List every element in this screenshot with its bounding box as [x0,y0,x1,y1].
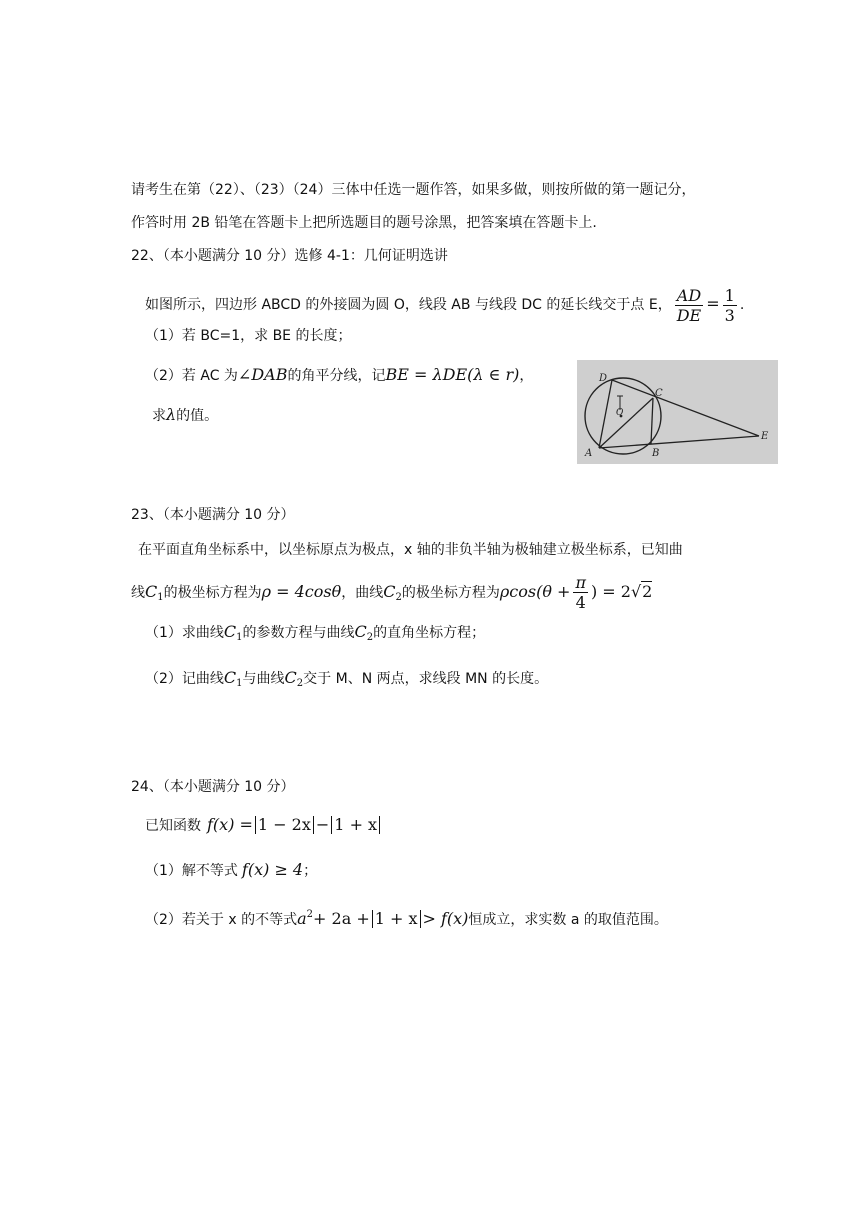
q24-fx: f(x) = [207,815,253,834]
q22-formula: BE = λDE(λ ∈ r) [385,365,520,384]
q24-part2-sup: 2 [306,909,314,920]
q24-line-1 [145,815,382,836]
q23-part1 [145,622,485,648]
q22-geometry-figure [577,360,778,464]
q23-part2-c2-letter: C [284,668,297,687]
q22-part2-ask [152,405,218,426]
q23-c2-sub: 2 [395,592,402,603]
label-b: B [652,448,660,459]
q22-angle: ∠DAB [237,365,288,384]
q23-part2-c2-sub: 2 [296,678,304,689]
q23-part2 [145,668,548,694]
q24-part1 [145,860,317,881]
label-c: C [655,388,663,399]
q23-part1-c1-letter: C [223,622,237,641]
q23-part2-c2 [285,668,304,687]
q22-ratio-fraction [675,286,704,325]
q24-part2-abs: 1 + x [374,909,418,928]
q22-lambda: λ [166,405,177,424]
q24-part2-a: a [297,909,307,928]
q24-part2-text-a: （2）若关于 x 的不等式 [145,912,298,928]
q23-part1-c2-sub: 2 [366,632,374,643]
q24-abs-1: 1 − 2x [257,815,311,834]
q23-part1-c1 [224,622,243,641]
q22-ratio-eq: = [706,294,720,313]
q23-four: 4 [575,593,586,612]
q24-minus: − [315,815,330,834]
q22-part2-text-c: ， [519,368,534,384]
label-o: O [616,408,624,418]
q23-part1-text-c: 的直角坐标方程； [373,625,486,641]
q24-part2-plus-2a: + 2a + [313,909,370,928]
q24-part1-eq: f(x) ≥ 4 [241,860,304,879]
q23-pi: π [575,573,586,592]
q24-function [207,815,382,834]
q23-part2-c1-letter: C [223,668,237,687]
q22-ratio-value-num: 1 [724,285,735,305]
q22-stem [145,285,744,325]
label-e: E [761,431,769,442]
q23-part2-text-b: 与曲线 [242,671,285,687]
q23-c2 [383,582,402,601]
q22-part2-text-a: （2）若 AC 为 [145,368,238,384]
q23-line2-text-a: 线 [131,585,145,601]
q22-ask-text-a: 求 [152,408,166,424]
q22-ratio-den: DE [676,305,702,325]
q23-c1-sub: 1 [157,592,164,603]
q23-line2-text-b: 的极坐标方程为 [163,585,262,601]
q24-line1-text: 已知函数 [145,818,201,834]
q23-line-2 [131,573,652,617]
q23-part1-text-a: （1）求曲线 [145,625,224,641]
intro-line-2: 作答时用 2B 铅笔在答题卡上把所选题目的题号涂黑，把答案填在答题卡上. [131,215,597,231]
q23-eq2-part-b: ) = 2 [590,582,631,601]
q24-header: 24、（本小题满分 10 分） [131,779,295,795]
q23-line2-text-c: ，曲线 [341,585,384,601]
q23-part1-c2 [355,622,374,641]
q23-eq2: ρcos(θ + $\frac{\pi}{4}$ ) = 2√2 [499,573,653,612]
q24-part2-text-b: 恒成立，求实数 a 的取值范围。 [468,912,668,928]
q23-part1-c1-sub: 1 [236,632,243,643]
q22-ratio-end: . [739,297,745,313]
q22-part2 [145,365,533,386]
q23-part2-text-a: （2）记曲线 [145,671,224,687]
q23-part1-c2-letter: C [354,622,367,641]
q23-part2-c1 [224,668,243,687]
q22-ask-text-b: 的值。 [176,408,219,424]
q23-line2-text-d: 的极坐标方程为 [401,585,500,601]
q22-ratio-value-den: 3 [724,305,735,325]
q24-part2-gt-fx: > f(x) [422,909,469,928]
q23-c1 [145,582,164,601]
q23-eq2-part-a: ρcos(θ + [499,582,571,601]
q24-part1-text-a: （1）解不等式 [145,863,238,879]
q22-ratio-num: AD [675,286,704,306]
q23-eq1: ρ = 4cosθ [261,582,342,601]
q23-pi-over-4 [573,573,588,612]
q22-part2-text-b: 的角平分线，记 [287,368,386,384]
q23-c1-letter: C [145,582,158,601]
label-d: D [599,373,608,384]
q23-part2-text-c: 交于 M、N 两点，求线段 MN 的长度。 [303,671,549,687]
q22-part1: （1）若 BC=1，求 BE 的长度； [145,328,352,344]
q23-c2-letter: C [383,582,396,601]
intro-line-1: 请考生在第（22）、（23）（24）三体中任选一题作答，如果多做，则按所做的第一题记分， [131,182,696,198]
q23-header: 23、（本小题满分 10 分） [131,507,295,523]
q24-part1-text-b: ； [303,863,318,879]
q23-line-1: 在平面直角坐标系中，以坐标原点为极点，x 轴的非负半轴为极轴建立极坐标系，已知曲 [138,542,683,558]
figure-background [577,360,778,464]
q22-stem-text: 如图所示，四边形 ABCD 的外接圆为圆 O，线段 AB 与线段 DC 的延长线交于点 E， [145,297,672,313]
q23-sqrt-2: 2 [642,582,653,601]
label-a: A [585,448,593,459]
q24-part2 [145,905,668,930]
q23-part2-c1-sub: 1 [236,678,243,689]
q22-header: 22、（本小题满分 10 分）选修 4-1：几何证明选讲 [131,248,448,264]
q24-part2-eq [297,909,468,928]
q23-part1-text-b: 的参数方程与曲线 [242,625,355,641]
q24-abs-2: 1 + x [334,815,378,834]
q22-ratio-value [723,286,737,325]
